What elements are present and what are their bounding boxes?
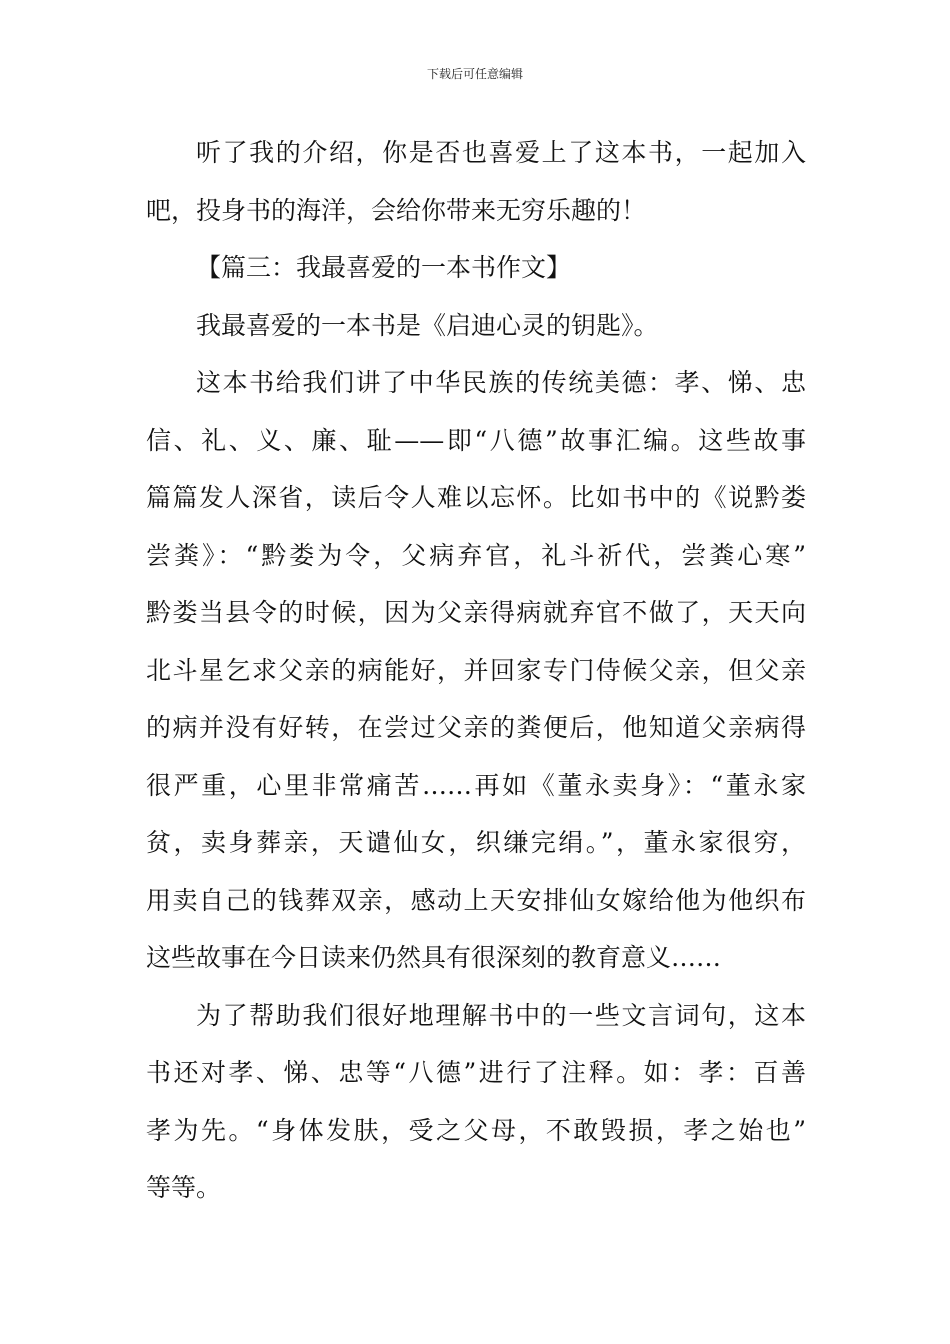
text-line: 书还对孝、悌、忠等“八德”进行了注释。如：孝：百善 bbox=[146, 1058, 806, 1087]
text-line: 吧，投身书的海洋，会给你带来无穷乐趣的！ bbox=[146, 195, 647, 225]
paragraph-stories bbox=[146, 354, 806, 987]
text-line: 听了我的介绍，你是否也喜爱上了这本书，一起加入 bbox=[196, 138, 806, 167]
section-heading bbox=[146, 239, 806, 297]
paragraph-intro bbox=[146, 297, 806, 355]
section-title: 【篇三：我最喜爱的一本书作文】 bbox=[196, 253, 572, 282]
text-line: 的病并没有好转，在尝过父亲的粪便后，他知道父亲病得 bbox=[146, 713, 806, 742]
text-line: 北斗星乞求父亲的病能好，并回家专门侍候父亲，但父亲 bbox=[146, 655, 806, 685]
text-line: 等等。 bbox=[146, 1173, 222, 1202]
document-body bbox=[146, 124, 806, 1217]
text-line: 孝为先。“身体发肤，受之父母，不敢毁损，孝之始也” bbox=[146, 1115, 806, 1145]
text-line: 很严重，心里非常痛苦……再如《董永卖身》：“董永家 bbox=[146, 770, 806, 800]
text-line: 为了帮助我们很好地理解书中的一些文言词句，这本 bbox=[196, 1000, 806, 1030]
text-line: 这本书给我们讲了中华民族的传统美德：孝、悌、忠 bbox=[196, 368, 806, 397]
text-line: 黔娄当县令的时候，因为父亲得病就弃官不做了，天天向 bbox=[146, 598, 806, 627]
page-header: 下载后可任意编辑 bbox=[426, 67, 523, 81]
text-line: 这些故事在今日读来仍然具有很深刻的教育意义…… bbox=[146, 943, 722, 972]
text-line: 篇篇发人深省，读后令人难以忘怀。比如书中的《说黔娄 bbox=[146, 483, 806, 512]
paragraph-closing bbox=[146, 124, 806, 239]
text-line: 我最喜爱的一本书是《启迪心灵的钥匙》。 bbox=[196, 310, 659, 340]
paragraph-annotations bbox=[146, 987, 806, 1217]
text-line: 贫，卖身葬亲，天谴仙女，织缣完绢。”，董永家很穷， bbox=[146, 828, 806, 857]
text-line: 用卖自己的钱葬双亲，感动上天安排仙女嫁给他为他织布 bbox=[146, 885, 806, 915]
text-line: 尝粪》：“黔娄为令，父病弃官，礼斗祈代，尝粪心寒” bbox=[146, 540, 806, 570]
text-line: 信、礼、义、廉、耻——即“八德”故事汇编。这些故事 bbox=[146, 425, 806, 455]
